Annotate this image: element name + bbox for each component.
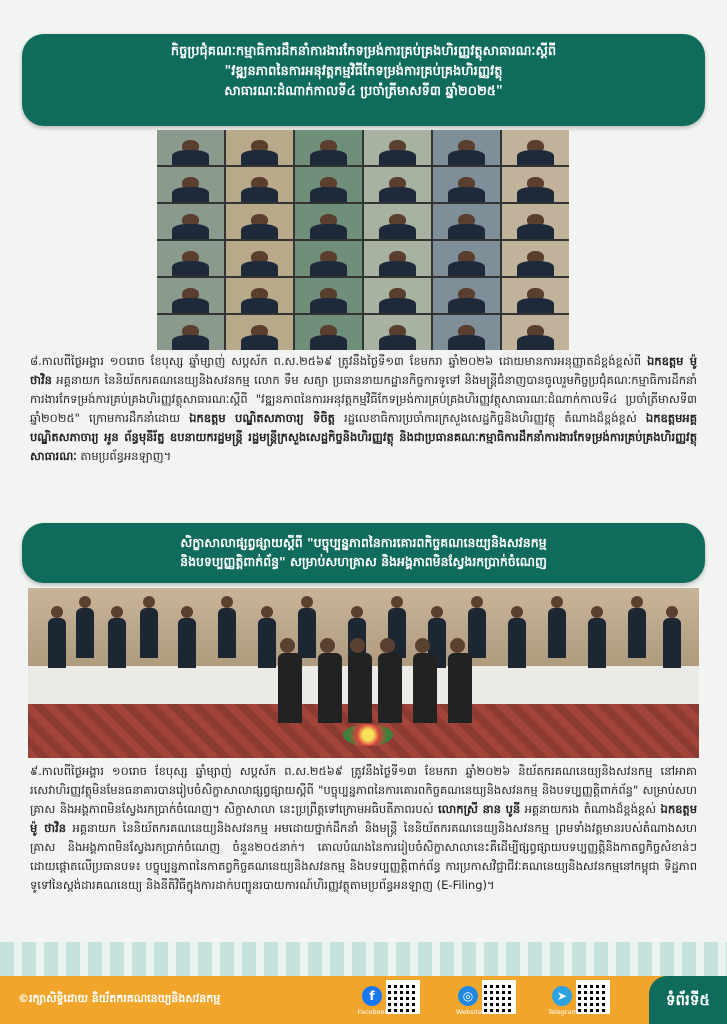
conference-tile [433, 278, 500, 313]
website-label: Website [456, 1008, 482, 1016]
article2-text: ៩.កាលពីថ្ងៃអង្គារ ១០រោច ខែបុស្ស ឆ្នាំម្សាញ់ សប្តស័ក ព.ស.២៥៦៩ ត្រូវនឹងថ្ងៃទី១៣ ខែមករា ឆ្នាំ២០២៦ និយ័តករគណនេយ្យនិងសវនកម្ម នៅអាគារសេវាហិរញ្ញវត្ថុមិនមែនធនាគារបានរៀបចំសិក្ខាសាលាផ្សព្វផ្សាយស្តីពី "បច្ចុប្បន្នភាពនៃការគោរពកិច្ចគណនេយ្យនិងសវនកម្ម និងបទប្បញ្ញត្តិពាក់ព័ន្ធ" សម្រាប់សហគ្រាស និងអង្គភាពមិនស្វែងរកប្រាក់ចំណេញ។ សិក្ខាសាលា នេះប្រព្រឹត្តទៅក្រោមអធិបតីភាពរបស់ [30, 764, 697, 816]
article2-text: អគ្គនាយក នៃនិយ័តករគណនេយ្យនិងសវនកម្ម អមដោយថ្នាក់ដឹកនាំ និងមន្ត្រី នៃនិយ័តករគណនេយ្យនិងសវនកម្ម ព្រមទាំងវត្តមានរបស់តំណាងសហគ្រាស និងអង្គភាពមិនស្វែងរកប្រាក់ចំណេញ ចំនួន២០៥នាក់។ គោលបំណងនៃការរៀបចំសិក្ខាសាលានេះគឺដើម្បីផ្សព្វផ្សាយបទប្បញ្ញត្តិនិងកាតព្វកិច្ចសំខាន់ៗ ដោយផ្តោតលើប្រធានបទ៖ បច្ចុប្បន្នភាពនៃកាតព្វកិច្ចគណនេយ្យនិងសវនកម្ម និងបទប្បញ្ញត្តិពាក់ព័ន្ធ ការប្រកាសវិជ្ជាជីវៈគណនេយ្យនិងសវនកម្មនៅកម្ពុជា ទិដ្ឋភាពទូទៅនៃស្តង់ដារគណនេយ្យ និងនីតិវិធីក្នុងការដាក់បញ្ជូនរបាយការណ៍ហិរញ្ញវត្ថុតាមប្រព័ន្ធអនឡាញ (E-Filing)។ [30, 821, 697, 892]
telegram-qr-icon [578, 982, 608, 1012]
footer-bar [0, 976, 727, 1024]
article1-title-banner [22, 34, 705, 126]
article1-title-line: កិច្ចប្រជុំគណៈកម្មាធិការដឹកនាំការងារកែទម្រង់ការគ្រប់គ្រងហិរញ្ញវត្ថុសាធារណៈស្តីពី [170, 44, 557, 59]
article1-text: អគ្គនាយក នៃនិយ័តករគណនេយ្យនិងសវនកម្ម លោក ទឹម សត្យា ប្រធាននាយកដ្ឋានកិច្ចការទូទៅ និងមន្ត្រីជំនាញបានចូលរួមកិច្ចប្រជុំគណៈកម្មាធិការដឹកនាំការងារកែទម្រង់ការគ្រប់គ្រងហិរញ្ញវត្ថុសាធារណៈស្តីពី "វឌ្ឍនភាពនៃការអនុវត្តកម្មវិធីកែទម្រង់ការគ្រប់គ្រងហិរញ្ញវត្ថុសាធារណៈដំណាក់កាលទី៤ ប្រចាំត្រីមាសទី៣ ឆ្នាំ២០២៥" ក្រោមការដឹកនាំដោយ [30, 373, 697, 425]
attendee-figure [258, 606, 276, 668]
article1-text: រដ្ឋលេខាធិការប្រចាំការក្រសួងសេដ្ឋកិច្ចនិងហិរញ្ញវត្ថុ តំណាងដ៏ខ្ពង់ខ្ពស់ [334, 411, 646, 425]
conference-tile [502, 278, 569, 313]
article1-bold-name: ឯកឧត្តមអគ្គបណ្ឌិតសភាចារ្យ អូន ព័ន្ធមុនីរ័ត្ន ឧបនាយករដ្ឋមន្ត្រី រដ្ឋមន្ត្រីក្រសួងសេដ្ឋកិច្ចនិងហិរញ្ញវត្ថុ និងជាប្រធានគណៈកម្មាធិការដឹកនាំការងារកែទម្រង់ការគ្រប់គ្រងហិរញ្ញវត្ថុសាធារណៈ [30, 411, 697, 463]
conference-tile [226, 278, 293, 313]
attendee-figure [178, 606, 196, 668]
conference-tile [226, 241, 293, 276]
article2-title-line: និងបទប្បញ្ញត្តិពាក់ព័ន្ធ" សម្រាប់សហគ្រាស និងអង្គភាពមិនស្វែងរកប្រាក់ចំណេញ [180, 554, 547, 569]
front-row-figure [348, 638, 366, 723]
conference-tile [433, 204, 500, 239]
conference-tile [364, 241, 431, 276]
telegram-link[interactable] [548, 982, 612, 1020]
article2-title-line: សិក្ខាសាលាផ្សព្វផ្សាយស្តីពី "បច្ចុប្បន្នភាពនៃការគោរពកិច្ចគណនេយ្យនិងសវនកម្ម [180, 535, 547, 550]
workshop-group-photo [28, 588, 699, 758]
conference-tile [433, 167, 500, 202]
conference-tile [157, 241, 224, 276]
facebook-link[interactable] [357, 982, 422, 1020]
front-row-figure [318, 638, 336, 723]
attendee-figure [628, 596, 646, 658]
conference-tile [226, 167, 293, 202]
conference-tile [502, 241, 569, 276]
article1-text: ៨.កាលពីថ្ងៃអង្គារ ១០រោច ខែបុស្ស ឆ្នាំម្សាញ់ សប្តស័ក ព.ស.២៥៦៩ ត្រូវនឹងថ្ងៃទី១៣ ខែមករា ឆ្នាំ២០២៦ ដោយមានការអនុញ្ញាតដ៏ខ្ពង់ខ្ពស់ពី [30, 354, 647, 368]
attendee-figure [468, 596, 486, 658]
telegram-label: Telegram [548, 1008, 578, 1016]
facebook-qr-icon [388, 982, 418, 1012]
conference-tile [364, 167, 431, 202]
conference-tile [295, 130, 362, 165]
article1-bold-name: ឯកឧត្តម ម៉ូ ថាវិន [30, 354, 697, 387]
conference-tile [502, 204, 569, 239]
conference-tile [157, 167, 224, 202]
conference-tile [364, 315, 431, 350]
attendee-figure [218, 596, 236, 658]
conference-tile [295, 278, 362, 313]
video-conference-photo [157, 130, 569, 350]
front-row-figure [413, 638, 431, 723]
article2-bold-name: លោកស្រី នាន បូនី [438, 802, 521, 816]
front-row-figure [448, 638, 466, 723]
front-row-figure [378, 638, 396, 723]
conference-tile [157, 315, 224, 350]
conference-tile [433, 241, 500, 276]
attendee-figure [76, 596, 94, 658]
copyright-text: ©រក្សាសិទ្ធិដោយ និយ័តករគណនេយ្យនិងសវនកម្ម [18, 992, 221, 1005]
article2-bold-name: ឯកឧត្តម ម៉ូ ថាវិន [30, 802, 698, 835]
attendee-figure [48, 606, 66, 668]
conference-tile [295, 315, 362, 350]
article2-body [30, 762, 697, 895]
conference-tile [502, 167, 569, 202]
conference-tile [364, 204, 431, 239]
attendee-figure [108, 606, 126, 668]
page-number: ទំព័រទី៥ [649, 976, 727, 1024]
article1-title-line: "វឌ្ឍនភាពនៃការអនុវត្តកម្មវិធីកែទម្រង់ការគ្រប់គ្រងហិរញ្ញវត្ថុ [224, 64, 503, 79]
conference-tile [295, 167, 362, 202]
facebook-label: Facebook [357, 1008, 389, 1016]
conference-tile [364, 278, 431, 313]
attendee-figure [508, 606, 526, 668]
telegram-icon: ➤ [552, 986, 572, 1006]
globe-icon: ◎ [458, 986, 478, 1006]
conference-tile [157, 130, 224, 165]
flower-arrangement [343, 724, 393, 746]
article1-body [30, 352, 697, 466]
website-qr-icon [484, 982, 514, 1012]
conference-tile [433, 315, 500, 350]
attendee-figure [663, 606, 681, 668]
article1-title-line: សាធារណៈដំណាក់កាលទី៤ ប្រចាំត្រីមាសទី៣ ឆ្នាំ២០២៥" [224, 84, 503, 99]
attendee-figure [298, 596, 316, 658]
conference-tile [364, 130, 431, 165]
conference-tile [226, 204, 293, 239]
conference-tile [502, 315, 569, 350]
conference-tile [157, 278, 224, 313]
decorative-border [0, 942, 727, 976]
attendee-figure [140, 596, 158, 658]
attendee-figure [588, 606, 606, 668]
website-link[interactable] [458, 982, 518, 1020]
attendee-figure [548, 596, 566, 658]
conference-tile [433, 130, 500, 165]
conference-tile [226, 315, 293, 350]
conference-tile [295, 204, 362, 239]
conference-tile [502, 130, 569, 165]
conference-tile [295, 241, 362, 276]
conference-tile [157, 204, 224, 239]
article2-title-banner [22, 523, 705, 583]
facebook-icon: f [362, 986, 382, 1006]
article1-bold-name: ឯកឧត្តម បណ្ឌិតសភាចារ្យ ទិចិត្ត [189, 411, 335, 425]
conference-tile [226, 130, 293, 165]
front-row-figure [278, 638, 296, 723]
article1-text: តាមប្រព័ន្ធអនឡាញ។ [76, 449, 172, 463]
article2-text: អគ្គនាយករង តំណាងដ៏ខ្ពង់ខ្ពស់ [520, 802, 661, 816]
